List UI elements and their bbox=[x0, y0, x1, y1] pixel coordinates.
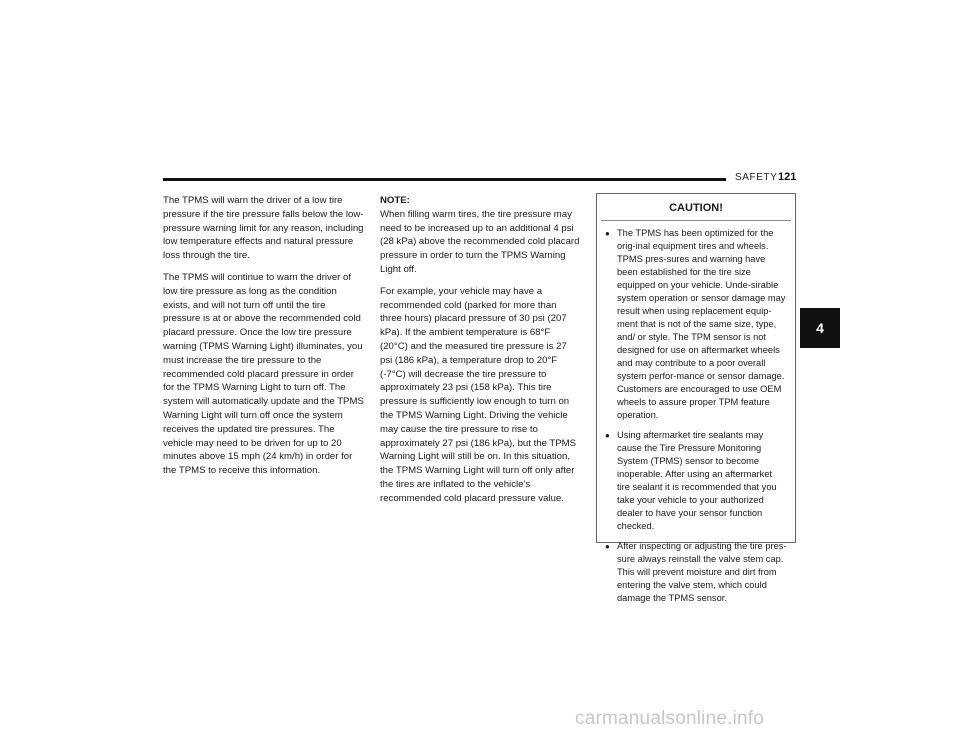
left-column bbox=[163, 194, 365, 486]
paragraph: The TPMS will continue to warn the driver of low tire pressure as long as the condition exists, and will not turn off until the tire pressure is at or above the recommended cold placard pressure. Once the low tire pressure warning (TPMS Warning Light) illuminates, you must increase the tire pressure to the recommended cold placard pressure in order for the TPMS Warning Light to turn off. The system will automatically update and the TPMS Warning Light will turn off once the system receives the updated tire pressures. The vehicle may need to be driven for up to 20 minutes above 15 mph (24 km/h) in order for the TPMS to receive this information. bbox=[163, 271, 364, 477]
caution-list bbox=[597, 221, 795, 605]
note bbox=[380, 194, 580, 277]
caution-item bbox=[605, 429, 787, 533]
caution-title: CAUTION! bbox=[601, 194, 791, 221]
bullet-icon: ● bbox=[605, 431, 610, 440]
bullet-icon: ● bbox=[605, 229, 610, 238]
caution-item bbox=[605, 540, 787, 605]
middle-column bbox=[380, 194, 580, 514]
header-rule bbox=[163, 178, 726, 181]
caution-box bbox=[596, 193, 796, 603]
note-text: When filling warm tires, the tire pressure may need to be increased up to an additional 4 psi (28 kPa) above the recommended cold placard pressure in order to turn the TPMS Warning Light off. bbox=[380, 208, 580, 275]
caution-item-text: Using aftermarket tire sealants may cause the Tire Pressure Monitoring System (TPMS) sensor to become inoperable. After using an aftermarket tire sealant it is recommended that you take your vehicle to your authorized dealer to have your sensor function checked. bbox=[617, 430, 777, 531]
paragraph: For example, your vehicle may have a recommended cold (parked for more than three hours) placard pressure of 30 psi (207 kPa). If the ambient temperature is 68°F (20°C) and the measured tire pressure is 27 psi (186 kPa), a temperature drop to 20°F (-7°C) will decrease the tire pressure to approximately 23 psi (158 kPa). This tire pressure is sufficiently low enough to turn on the TPMS Warning Light. Driving the vehicle may cause the tire pressure to rise to approximately 27 psi (186 kPa), but the TPMS Warning Light will still be on. In this situation, the TPMS Warning Light will turn off only after the tires are inflated to the vehicle’s recommended cold placard pressure value. bbox=[380, 285, 577, 504]
watermark: carmanualsonline.info bbox=[575, 708, 765, 729]
section-name: SAFETY bbox=[735, 172, 778, 183]
caution-item-text: After inspecting or adjusting the tire pres-sure always reinstall the valve stem cap. This will prevent moisture and dirt from entering the valve stem, which could damage the TPMS sensor. bbox=[617, 541, 787, 603]
caution-item-text: The TPMS has been optimized for the orig-inal equipment tires and wheels. TPMS pres-sures and warning have been established for the tire size equipped on your vehicle. Unde-sirable system operation or sensor damage may result when using replacement equip-ment that is not of the same size, type, and/ or style. The TPM sensor is not designed for use on aftermarket wheels and may contribute to a poor overall system perfor-mance or sensor damage. Customers are encouraged to use OEM wheels to assure proper TPM feature operation. bbox=[617, 228, 786, 420]
page-number: 121 bbox=[778, 171, 797, 183]
caution-item bbox=[605, 227, 787, 422]
bullet-icon: ● bbox=[605, 542, 610, 551]
paragraph: The TPMS will warn the driver of a low tire pressure if the tire pressure falls below the low-pressure warning limit for any reason, including low temperature effects and natural pressure loss through the tire. bbox=[163, 195, 364, 262]
chapter-tab: 4 bbox=[800, 308, 840, 348]
note-label: NOTE: bbox=[380, 195, 410, 206]
